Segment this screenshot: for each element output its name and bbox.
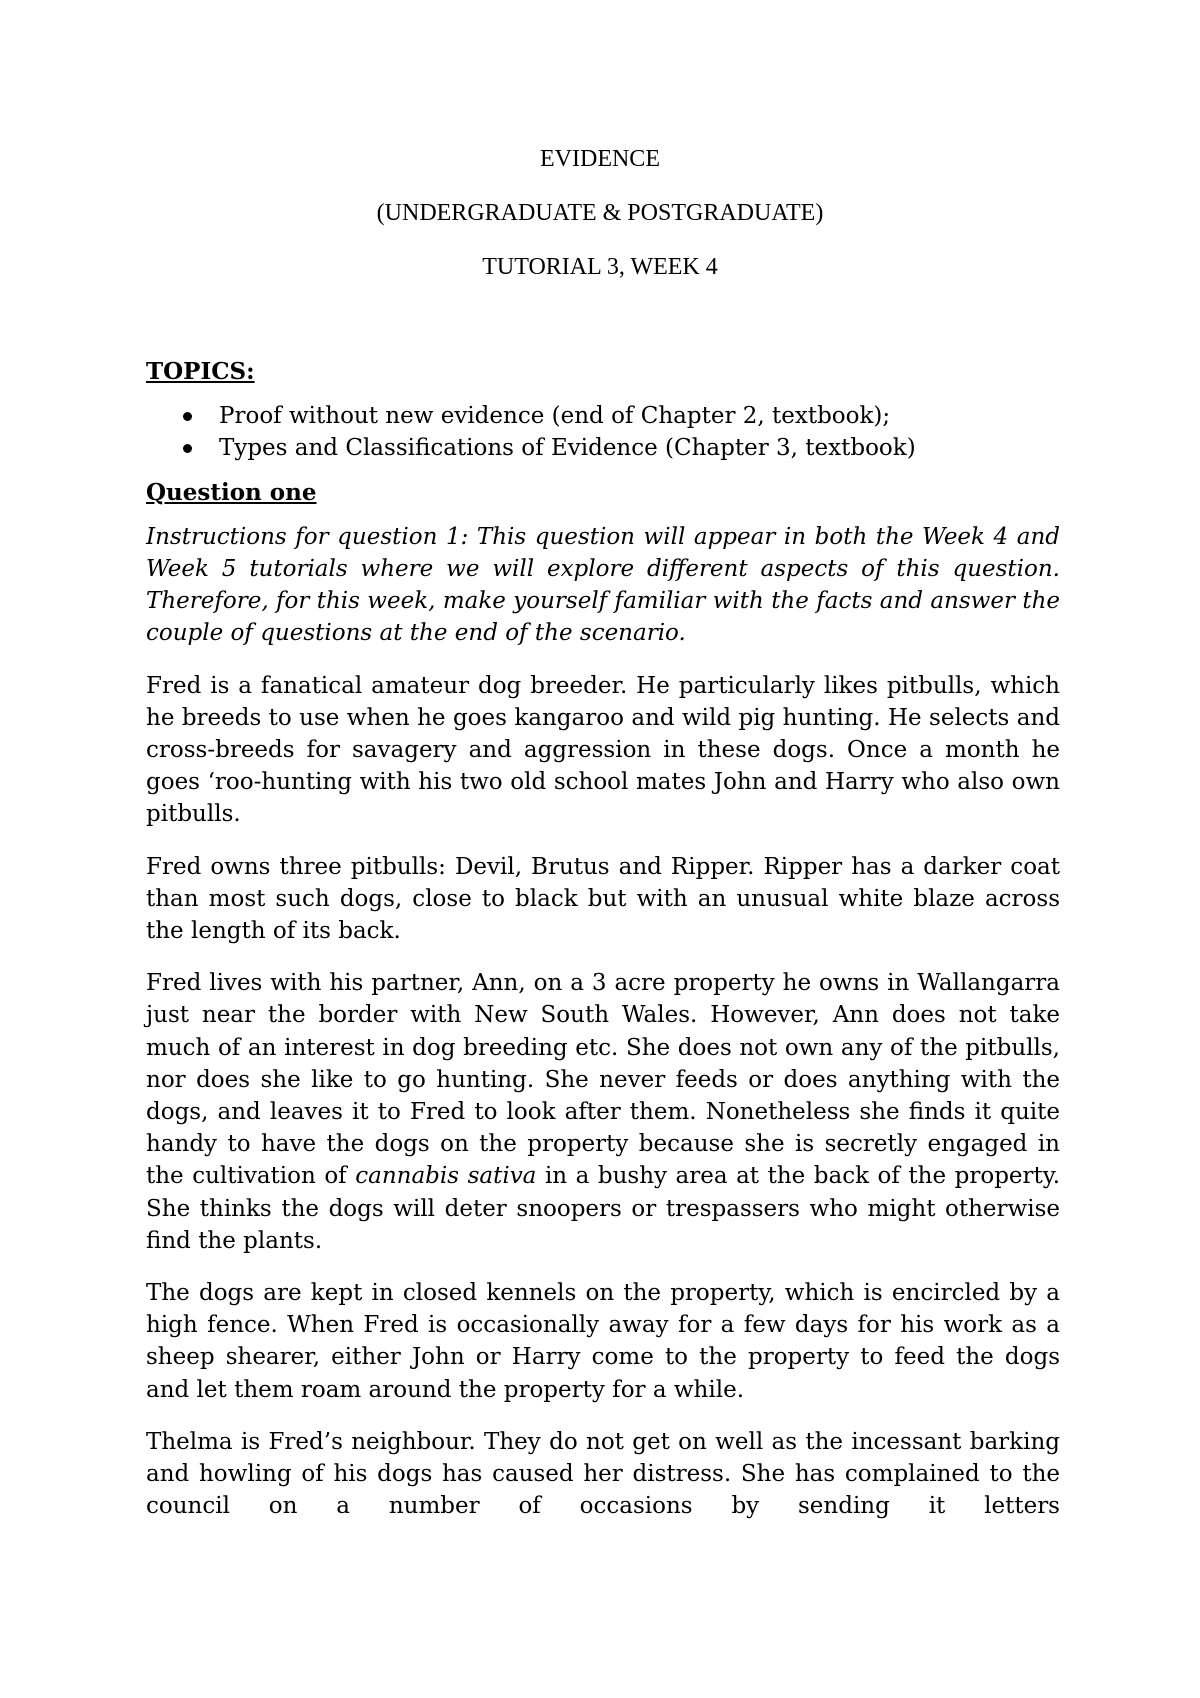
topics-list xyxy=(146,400,1060,464)
topic-item xyxy=(146,400,1060,432)
document-body xyxy=(146,356,1060,1543)
topic-item-text: Proof without new evidence (end of Chapter 2, textbook); xyxy=(219,403,891,430)
topic-item-text: Types and Classifications of Evidence (Chapter 3, textbook) xyxy=(219,435,916,462)
species-name: cannabis sativa xyxy=(355,1163,537,1190)
scenario-paragraph: Fred owns three pitbulls: Devil, Brutus and Ripper. Ripper has a darker coat than most such dogs, close to black but with an unusual white blaze across the length of its back. xyxy=(146,853,1060,945)
bullet-icon xyxy=(183,444,192,453)
topic-item xyxy=(146,432,1060,464)
scenario-paragraph: Fred is a fanatical amateur dog breeder. He particularly likes pitbulls, which he breeds to use when he goes kangaroo and wild pig hunting. He selects and cross-breeds for savagery and aggression in these dogs. Once a month he goes ‘roo-hunting with his two old school mates John and Harry who also own pitbulls. xyxy=(146,672,1060,828)
scenario-paragraph: Thelma is Fred’s neighbour. They do not get on well as the incessant barking and howling of his dogs has caused her distress. She has complained to the council on a number of occasions by sending it letters xyxy=(146,1428,1060,1520)
paragraph-text: in a bushy area at the back of the property. She thinks the dogs will deter snoopers or trespassers who might otherwise find the plants. xyxy=(146,1163,1061,1254)
question-instructions: Instructions for question 1: This question will appear in both the Week 4 and Week 5 tutorials where we will explore different aspects of this question. Therefore, for this week, make yourself familiar with the facts and answer the couple of questions at the end of the scenario. xyxy=(146,523,1060,647)
document-title: EVIDENCE xyxy=(540,146,660,172)
scenario-paragraph xyxy=(146,967,1060,1257)
question-one-heading: Question one xyxy=(146,478,317,506)
document-subtitle: (UNDERGRADUATE & POSTGRADUATE) xyxy=(376,200,824,226)
tutorial-label: TUTORIAL 3, WEEK 4 xyxy=(482,254,718,280)
bullet-icon xyxy=(183,412,192,421)
topics-heading: TOPICS: xyxy=(146,358,255,385)
scenario-paragraph: The dogs are kept in closed kennels on the property, which is encircled by a high fence. When Fred is occasionally away for a few days for his work as a sheep shearer, either John or Harry come to the property to feed the dogs and let them roam around the property for a while. xyxy=(146,1280,1060,1403)
paragraph-text: Fred lives with his partner, Ann, on a 3 acre property he owns in Wallangarra just near the border with New South Wales. However, Ann does not take much of an interest in dog breeding etc. She does not own any of the pitbulls, nor does she like to go hunting. She never feeds or does anything with the dogs, and leaves it to Fred to look after them. Nonetheless she finds it quite handy to have the dogs on the property because she is secretly engaged in the cultivation of xyxy=(146,970,1060,1190)
